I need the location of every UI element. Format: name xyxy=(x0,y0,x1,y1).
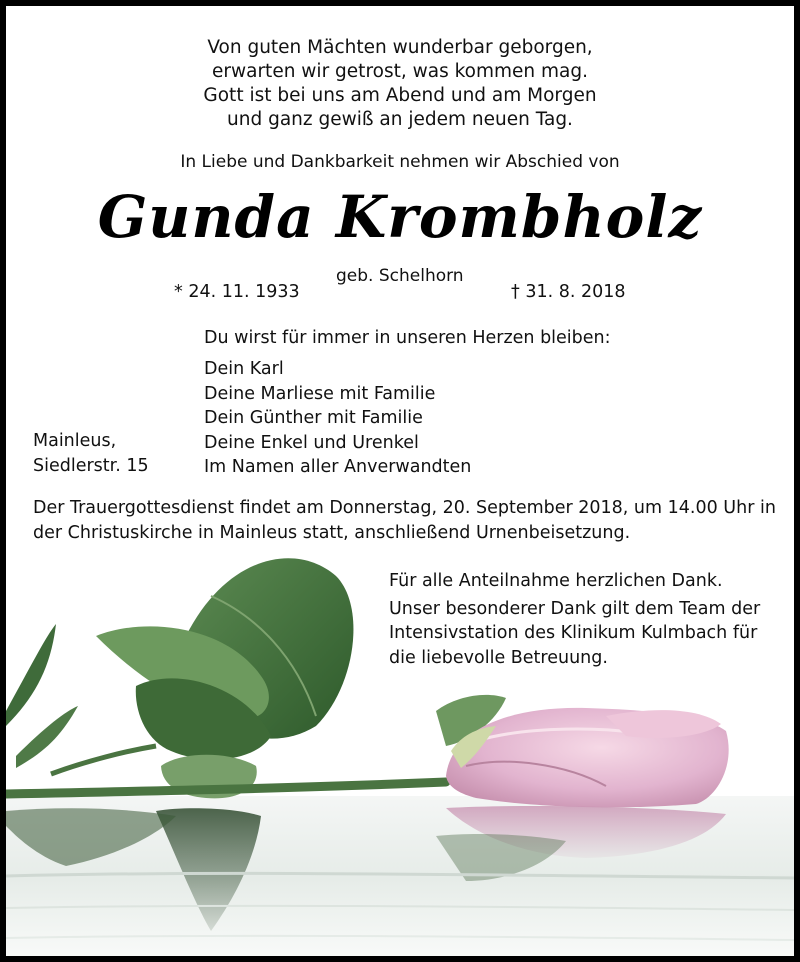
deceased-name: Gunda Krombholz xyxy=(97,183,703,251)
mourner: Deine Enkel und Urenkel xyxy=(204,432,419,453)
farewell-text: Du wirst für immer in unseren Herzen bleiben: xyxy=(204,328,611,348)
mourner: Dein Karl xyxy=(204,359,284,379)
thanks-line: Unser besonderer Dank gilt dem Team der xyxy=(389,598,761,619)
birth-date: * 24. 11. 1933 xyxy=(174,282,300,302)
thanks-line: Intensivstation des Klinikum Kulmbach für xyxy=(389,623,758,643)
mourner: Dein Günther mit Familie xyxy=(204,408,423,428)
mourners-list xyxy=(204,357,471,480)
thanks-line: Für alle Anteilnahme herzlichen Dank. xyxy=(389,571,723,591)
service-line: der Christuskirche in Mainleus statt, anschließend Urnenbeisetzung. xyxy=(33,522,631,543)
service-line: Der Trauergottesdienst findet am Donnerstag, 20. September 2018, um 14.00 Uhr in xyxy=(33,498,776,518)
maiden-name: geb. Schelhorn xyxy=(336,266,464,286)
mourner: Im Namen aller Anverwandten xyxy=(204,457,472,477)
thanks-line: die liebevolle Betreuung. xyxy=(389,647,608,668)
intro-text: In Liebe und Dankbarkeit nehmen wir Abschied von xyxy=(180,152,620,172)
poem-line: erwarten wir getrost, was kommen mag. xyxy=(212,61,588,82)
poem xyxy=(6,36,794,132)
poem-line: Von guten Mächten wunderbar geborgen, xyxy=(207,37,593,58)
rose-bloom xyxy=(446,708,729,807)
left-leaves xyxy=(6,624,78,768)
leaf-stem xyxy=(51,746,156,774)
poem-line: Gott ist bei uns am Abend und am Morgen xyxy=(203,85,597,106)
thanks-text xyxy=(389,569,760,670)
address-line: Siedlerstr. 15 xyxy=(33,455,149,476)
address-line: Mainleus, xyxy=(33,431,117,451)
mourner: Deine Marliese mit Familie xyxy=(204,383,436,404)
address xyxy=(33,429,149,478)
poem-line: und ganz gewiß an jedem neuen Tag. xyxy=(227,109,573,130)
death-date: † 31. 8. 2018 xyxy=(511,282,626,302)
